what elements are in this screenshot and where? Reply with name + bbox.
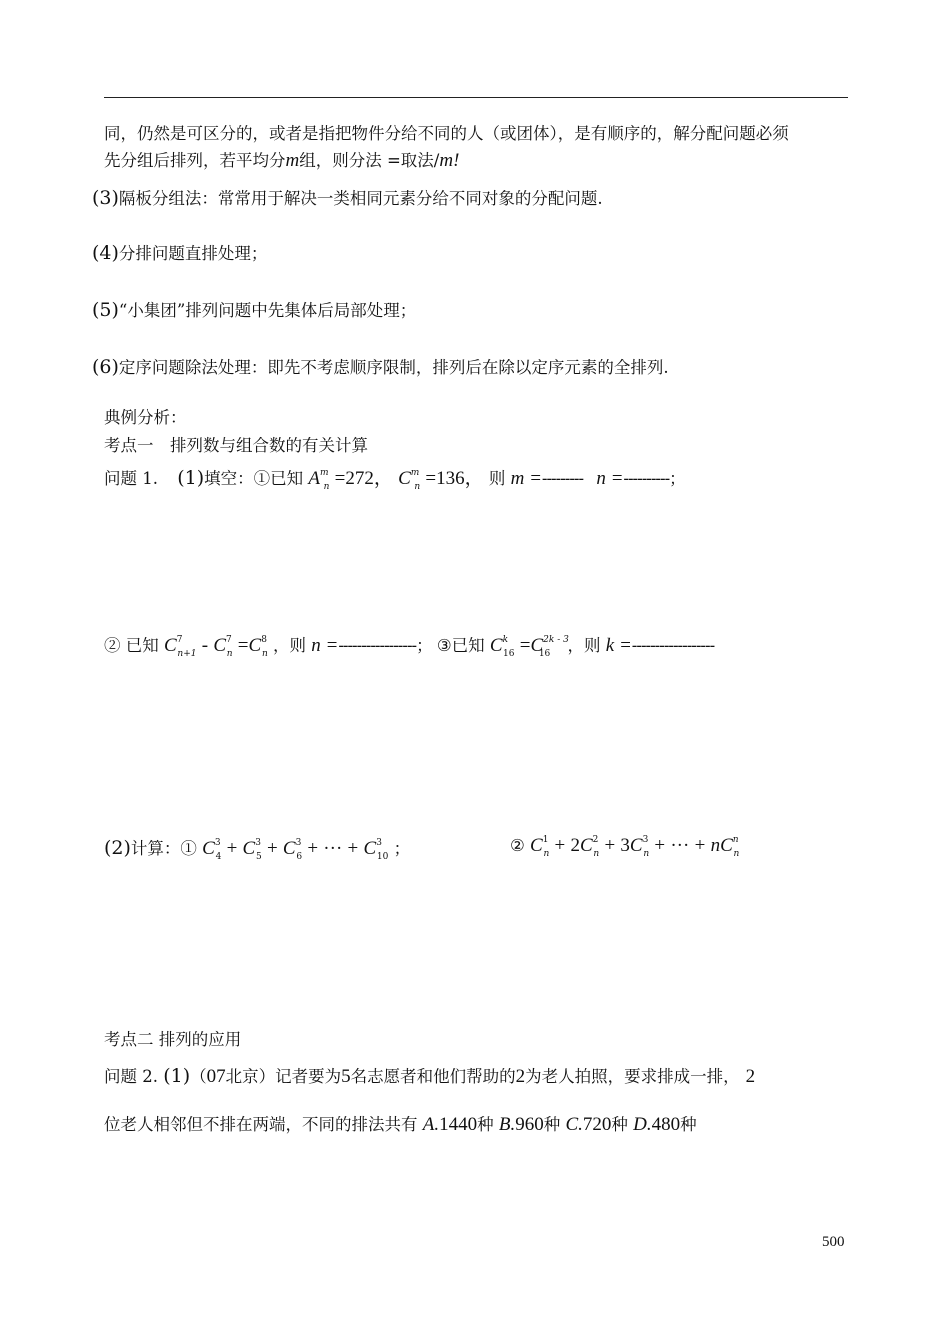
topic-1-heading: 考点一 排列数与组合数的有关计算	[104, 436, 368, 455]
header-rule	[104, 97, 848, 98]
problem-2-line-1: 问题 2. (1)（07北京）记者要为5名志愿者和他们帮助的2为老人拍照，要求排成一排， 2	[104, 1065, 756, 1087]
item-6: (6)定序问题除法处理：即先不考虑顺序限制，排列后在除以定序元素的全排列.	[92, 356, 669, 378]
item-3: (3)隔板分组法：常常用于解决一类相同元素分给不同对象的分配问题.	[92, 187, 603, 209]
problem-2-line-2: 位老人相邻但不排在两端，不同的排法共有 A.1440种 B.960种 C.720种 D.480种	[104, 1114, 697, 1135]
problem-1-part-2: ② 已知 $C^7_{n+1} - C^7_n =C^8_n$ ，则 n =-----------------； ③已知 $C^k_{16} =C^{2k - 3}_{16}$ ，则 k =------------------	[104, 635, 715, 659]
problem-1-calc: (2)计算：① $C^3_4 + C^3_5 + C^3_6$ + ··· + $C^3_{10}$ ；	[104, 837, 411, 862]
item-5: (5)“小集团”排列问题中先集体后局部处理；	[92, 299, 417, 321]
text-line-1: 同，仍然是可区分的，或者是指把物件分给不同的人（或团体），是有顺序的，解分配问题必须	[104, 124, 789, 143]
problem-1-calc-2: ② $C^1_n + 2C^2_n + 3C^3_n$ + ··· + $nC^n_n$	[510, 835, 740, 859]
example-heading: 典例分析：	[104, 408, 187, 427]
topic-2-heading: 考点二 排列的应用	[104, 1030, 242, 1049]
item-4: (4)分排问题直排处理；	[92, 242, 268, 264]
text-line-2: 先分组后排列，若平均分m组，则分法 =取法/m!	[104, 150, 460, 171]
page-number: 500	[822, 1234, 845, 1250]
problem-1-part-1: 问题 1. (1)填空：①已知 $A^m_n =272$， $C^m_n =136$， 则 m =--------- n =----------；	[104, 467, 685, 492]
